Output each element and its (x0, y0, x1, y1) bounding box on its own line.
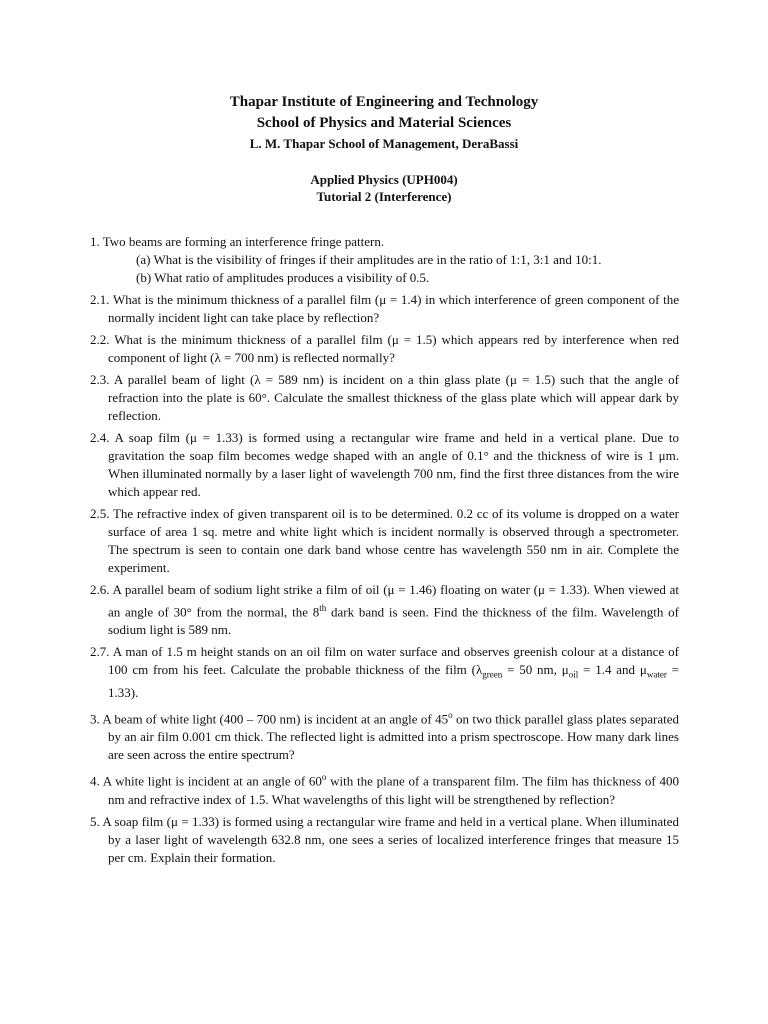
question-2-7 (90, 643, 679, 702)
question-2-7-mid2: = 1.4 and μ (578, 662, 647, 678)
question-2-6 (90, 581, 679, 639)
question-3-pre: 3. A beam of white light (400 – 700 nm) is incident at an angle of 45 (90, 711, 449, 727)
question-5: 5. A soap film (μ = 1.33) is formed using a rectangular wire frame and held in a vertical plane. When illuminated by a laser light of wavelength 632.8 nm, one sees a series of localized interference fringes that measure 15 per cm. Explain their formation. (90, 813, 679, 865)
question-1 (90, 233, 679, 287)
question-list (90, 233, 679, 871)
question-1a: (a) What is the visibility of fringes if their amplitudes are in the ratio of 1:1, 3:1 and 10:1. (136, 252, 602, 267)
management-subtitle: L. M. Thapar School of Management, DeraBassi (249, 136, 519, 151)
course-title: Applied Physics (UPH004) (310, 172, 458, 187)
question-2-5: 2.5. The refractive index of given transparent oil is to be determined. 0.2 cc of its volume is dropped on a water surface of area 1 sq. metre and white light which is incident normally is observed through a spectrometer. The spectrum is seen to contain one dark band whose centre has wavelength 550 nm in air. Complete the experiment. (90, 506, 679, 575)
institute-title: Thapar Institute of Engineering and Technology (229, 94, 539, 110)
question-2-7-sub-oil: oil (568, 669, 579, 680)
question-4-sup: o (321, 772, 327, 783)
question-2-2: 2.2. What is the minimum thickness of a parallel film (μ = 1.5) which appears red by interference when red component of light (λ = 700 nm) is reflected normally? (90, 332, 679, 365)
question-2-6-post: dark band is seen. Find the thickness of the film. Wavelength of sodium light is 589 nm. (108, 604, 679, 638)
question-3-sup: o (448, 709, 453, 720)
question-2-7-sub-green: green (482, 669, 503, 680)
question-2-1: 2.1. What is the minimum thickness of a parallel film (μ = 1.4) in which interference of green component of the normally incident light can take place by reflection? (90, 292, 679, 325)
question-2-7-pre: 2.7. A man of 1.5 m height stands on an oil film on water surface and observes greenish colour at a distance of 100 cm from his feet. Calculate the probable thickness of the film (λ (90, 644, 679, 678)
question-4-post: with the plane of a transparent film. The film has thickness of 400 nm and refractive index of 1.5. What wavelengths of this light will be strengthened by reflection? (108, 773, 679, 807)
question-2-7-sub-water: water (646, 669, 667, 680)
question-2-3: 2.3. A parallel beam of light (λ = 589 nm) is incident on a thin glass plate (μ = 1.5) such that the angle of refraction into the plate is 60°. Calculate the smallest thickness of the glass plate which will appear dark by reflection. (90, 372, 679, 423)
question-2-4: 2.4. A soap film (μ = 1.33) is formed using a rectangular wire frame and held in a vertical plane. Due to gravitation the soap film becomes wedge shaped with an angle of 0.1° and the thickness of wire is 1 μm. When illuminated normally by a laser light of wavelength 700 nm, find the first three distances from the wire which appear red. (90, 430, 679, 499)
question-2-6-sup: th (319, 603, 327, 613)
question-4 (90, 768, 679, 808)
question-3-post: on two thick parallel glass plates separated by an air film 0.001 cm thick. The reflected light is admitted into a prism spectroscope. How many dark lines are seen across the entire spectrum? (108, 711, 679, 763)
question-2-6-pre: 2.6. A parallel beam of sodium light strike a film of oil (μ = 1.46) floating on water (μ = 1.33). When viewed at an angle of 30° from the normal, the 8 (90, 582, 679, 620)
question-2-7-mid: = 50 nm, μ (502, 662, 569, 678)
tutorial-title: Tutorial 2 (Interference) (316, 189, 452, 204)
question-3 (90, 706, 679, 764)
question-1-text: 1. Two beams are forming an interference fringe pattern. (90, 234, 385, 249)
school-title: School of Physics and Material Sciences (256, 115, 512, 131)
question-1b: (b) What ratio of amplitudes produces a visibility of 0.5. (136, 270, 430, 285)
question-2-7-post: = 1.33). (108, 662, 679, 700)
question-4-pre: 4. A white light is incident at an angle of 60 (90, 773, 322, 789)
